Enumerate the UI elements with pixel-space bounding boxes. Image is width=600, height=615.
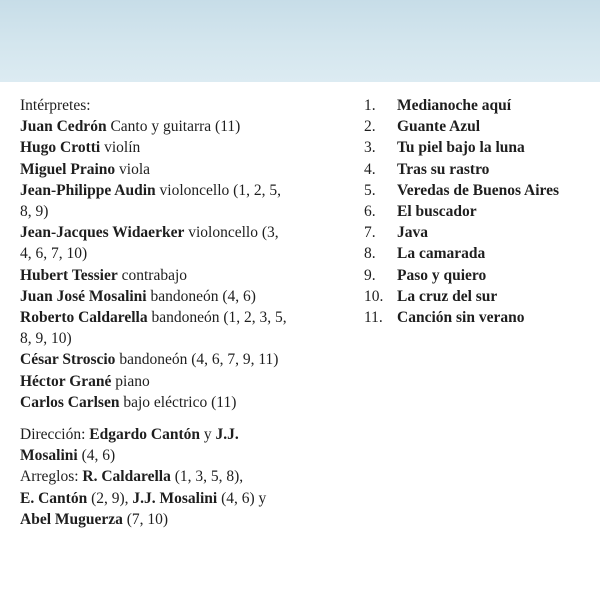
track-item: 2. Guante Azul — [364, 118, 481, 136]
track-item: 6. El buscador — [364, 203, 477, 221]
performer-line: Hubert Tessier contrabajo — [20, 266, 188, 284]
arrangements-line-cont: Abel Muguerza (7, 10) — [20, 510, 169, 528]
performer-line: César Stroscio bandoneón (4, 6, 7, 9, 11) — [20, 351, 279, 369]
track-item: 1. Medianoche aquí — [364, 97, 512, 114]
section-gap — [20, 413, 310, 424]
performer-line: Juan Cedrón Canto y guitarra (11) — [20, 118, 241, 136]
credits-column — [20, 95, 310, 530]
track-item: 8. La camarada — [364, 245, 486, 263]
performer-line: Roberto Caldarella bandoneón (1, 2, 3, 5, — [20, 309, 287, 327]
performer-line: Héctor Grané piano — [20, 372, 150, 390]
track-item: 10. La cruz del sur — [364, 287, 498, 305]
performer-line: Carlos Carlsen bajo eléctrico (11) — [20, 393, 237, 411]
track-item: 9. Paso y quiero — [364, 266, 487, 284]
track-item: 7. Java — [364, 224, 428, 242]
performer-line: Jean-Jacques Widaerker violoncello (3, — [20, 224, 279, 242]
performer-line: Hugo Crotti violín — [20, 139, 141, 157]
performer-line: Miguel Praino viola — [20, 160, 151, 178]
performer-line-cont: 8, 9) — [20, 203, 49, 221]
header-band — [0, 0, 600, 82]
track-item: 5. Veredas de Buenos Aires — [364, 181, 560, 199]
arrangements-line: Arreglos: R. Caldarella (1, 3, 5, 8), — [20, 468, 244, 486]
track-item: 11. Canción sin verano — [364, 309, 525, 327]
performer-line-cont: 8, 9, 10) — [20, 330, 72, 348]
arrangements-line-cont: E. Cantón (2, 9), J.J. Mosalini (4, 6) y — [20, 489, 267, 507]
performer-line-cont: 4, 6, 7, 10) — [20, 245, 88, 263]
credits-heading: Intérpretes: — [20, 97, 91, 114]
track-item: 3. Tu piel bajo la luna — [364, 139, 525, 157]
tracklist — [364, 95, 594, 328]
track-item: 4. Tras su rastro — [364, 160, 490, 178]
direction-line-cont: Mosalini (4, 6) — [20, 447, 116, 465]
performer-line: Jean-Philippe Audin violoncello (1, 2, 5, — [20, 181, 281, 199]
direction-line: Dirección: Edgardo Cantón y J.J. — [20, 426, 239, 444]
performer-line: Juan José Mosalini bandoneón (4, 6) — [20, 287, 256, 305]
